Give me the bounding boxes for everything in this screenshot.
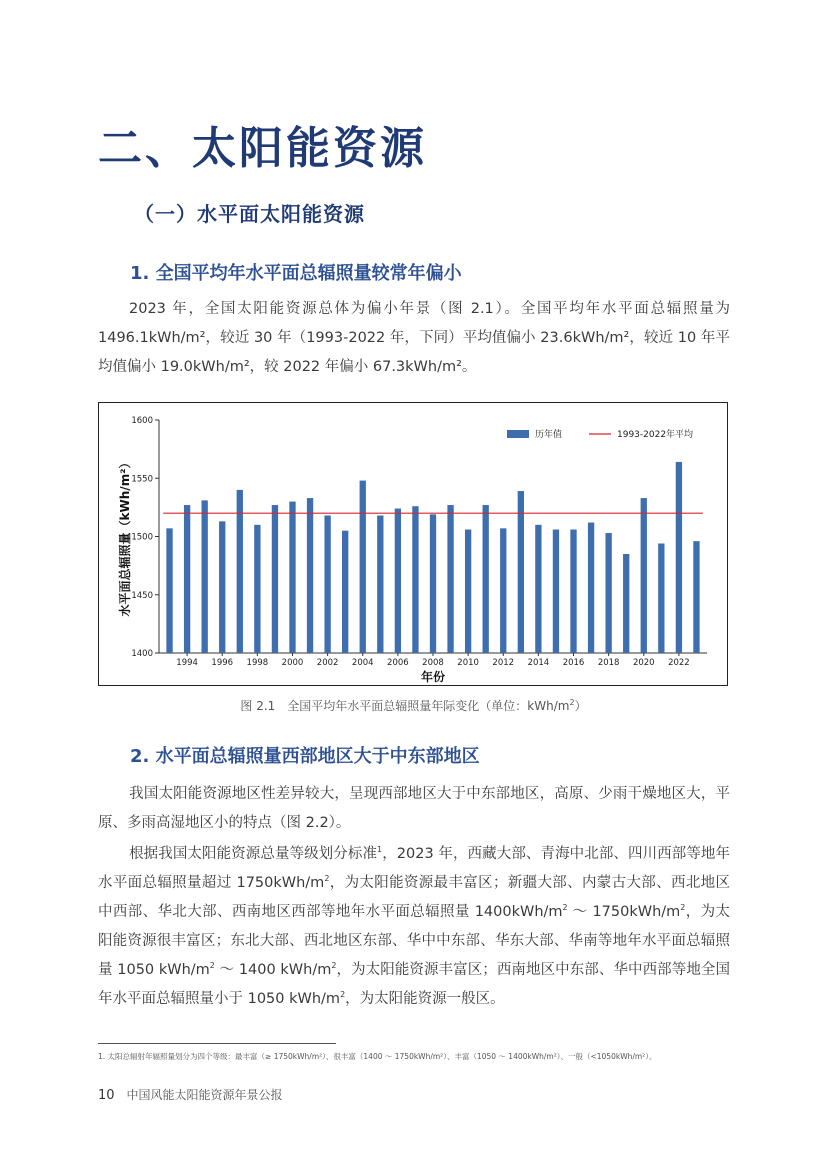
footer-title: 中国风能太阳能资源年景公报 <box>126 1088 283 1102</box>
x-tick-label: 2022 <box>668 658 690 668</box>
paragraph-1 <box>98 295 730 382</box>
section-title: （一）水平面太阳能资源 <box>134 202 365 226</box>
x-tick-label: 1998 <box>246 658 269 668</box>
bar-1993 <box>166 528 172 653</box>
y-tick-label: 1400 <box>131 649 153 659</box>
y-axis-title: 水平面总辐照量（kWh/m²） <box>118 456 132 617</box>
paragraph-3 <box>98 840 730 1014</box>
paragraph-1-text: 2023 年，全国太阳能资源总体为偏小年景（图 2.1）。全国平均年水平面总辐照量为 1496.1kWh/m²，较近 30 年（1993-2022 年，下同）平均值偏小 23.6kWh/m²，较近 10 年平均值偏小 19.0kWh/m²，较 2022 年偏小 67.3kWh/m²。 <box>98 301 730 375</box>
bar-2006 <box>395 509 401 653</box>
bar-2017 <box>588 523 594 653</box>
bar-2010 <box>465 530 471 653</box>
page-number: 10 <box>98 1088 115 1103</box>
x-tick-label: 2012 <box>492 658 515 668</box>
page-footer <box>98 1086 283 1103</box>
bar-2021 <box>658 543 664 653</box>
bar-2015 <box>553 530 559 653</box>
p3-t5: ，为太阳能资源很丰富区；东北大部、西北地区东部、华中中东部、华东大部、华南等地年水平面总辐照量 1050 kWh/m <box>98 904 730 978</box>
bar-2011 <box>483 505 489 653</box>
chapter-title: 二、太阳能资源 <box>98 123 427 174</box>
bar-1998 <box>254 525 260 653</box>
p3-s4: 2 <box>209 961 215 971</box>
bar-2005 <box>377 516 383 653</box>
x-tick-label: 2016 <box>562 658 585 668</box>
x-tick-label: 2006 <box>387 658 409 668</box>
bar-2002 <box>324 516 330 653</box>
p3-s1: 2 <box>324 874 330 884</box>
subsection-title-2: 2. 水平面总辐照量西部地区大于中东部地区 <box>130 746 480 767</box>
chart-frame <box>98 402 728 686</box>
x-tick-label: 1994 <box>176 658 198 668</box>
x-tick-label: 1996 <box>211 658 234 668</box>
bar-2020 <box>641 498 647 653</box>
bar-2007 <box>412 506 418 653</box>
x-tick-label: 2008 <box>422 658 444 668</box>
p3-s6: 2 <box>340 990 346 1000</box>
p3-t2: ，2023 年，西藏大部、青海中北部、四川西部等地年水平面总辐照量超过 1750kWh/m <box>98 846 730 891</box>
legend-label-average: 1993-2022年平均 <box>617 430 694 440</box>
p3-s5: 2 <box>331 961 337 971</box>
bar-2001 <box>307 498 313 653</box>
p3-t8: ，为太阳能资源一般区。 <box>345 991 505 1007</box>
x-tick-label: 2014 <box>527 658 550 668</box>
bar-2023 <box>693 541 699 653</box>
paragraph-2-text: 我国太阳能资源地区性差异较大，呈现西部地区大于中东部地区，高原、少雨干燥地区大，平原、多雨高湿地区小的特点（图 2.2）。 <box>98 786 730 831</box>
x-tick-label: 2020 <box>632 658 655 668</box>
p3-t4: ～ 1750kWh/m <box>567 904 681 920</box>
y-tick-label: 1550 <box>131 474 153 485</box>
bar-2019 <box>623 554 629 653</box>
bar-2008 <box>430 514 436 653</box>
y-tick-label: 1600 <box>131 416 153 426</box>
legend-swatch-bars <box>507 430 529 438</box>
p3-t1: 根据我国太阳能资源总量等级划分标准 <box>129 846 378 862</box>
bar-2016 <box>570 530 576 653</box>
footnote: 1. 太阳总辐射年辐照量划分为四个等级：最丰富（≥ 1750kWh/m²）、很丰富（1400 ～ 1750kWh/m²）、丰富（1050 ～ 1400kWh/m²）、一般（<1050kWh/m²）。 <box>98 1052 657 1061</box>
bar-2018 <box>605 533 611 653</box>
bar-1995 <box>202 500 208 653</box>
caption-text: 图 2.1 全国平均年水平面总辐照量年际变化（单位：kWh/m <box>240 699 570 713</box>
y-tick-label: 1500 <box>131 532 153 543</box>
bar-2012 <box>500 528 506 653</box>
x-tick-label: 2018 <box>597 658 620 668</box>
p3-s2: 2 <box>562 903 568 913</box>
p3-s3: 2 <box>680 903 686 913</box>
bar-1994 <box>184 505 190 653</box>
bar-chart <box>99 403 727 685</box>
bar-2014 <box>535 525 541 653</box>
x-tick-label: 2010 <box>457 658 479 668</box>
x-tick-label: 2002 <box>316 658 339 668</box>
bar-1997 <box>237 490 243 653</box>
footnote-ref: 1 <box>377 845 383 855</box>
p3-t7: ，为太阳能资源丰富区；西南地区中东部、华中西部等地全国年水平面总辐照量小于 1050 kWh/m <box>98 962 730 1007</box>
x-axis-title: 年份 <box>420 670 446 684</box>
x-tick-label: 2000 <box>281 658 304 668</box>
bar-2000 <box>289 502 295 653</box>
bar-2003 <box>342 531 348 653</box>
caption-sup: 2 <box>569 698 575 707</box>
bar-1999 <box>272 505 278 653</box>
p3-t6: ～ 1400 kWh/m <box>214 962 332 978</box>
bar-2009 <box>447 505 453 653</box>
legend-label-bars: 历年值 <box>535 430 563 440</box>
caption-close: ） <box>574 699 587 713</box>
p3-t3: ，为太阳能资源最丰富区；新疆大部、内蒙古大部、西北地区中西部、华北大部、西南地区西部等地年水平面总辐照量 1400kWh/m <box>98 875 730 920</box>
x-tick-label: 2004 <box>351 658 374 668</box>
subsection-title-1: 1. 全国平均年水平面总辐照量较常年偏小 <box>130 263 462 284</box>
figure-caption <box>0 697 827 714</box>
paragraph-2 <box>98 780 730 838</box>
bar-2022 <box>676 462 682 653</box>
bar-1996 <box>219 521 225 653</box>
bar-2013 <box>518 491 524 653</box>
y-tick-label: 1450 <box>131 590 153 601</box>
footnote-divider <box>98 1043 336 1044</box>
bar-2004 <box>360 481 366 653</box>
